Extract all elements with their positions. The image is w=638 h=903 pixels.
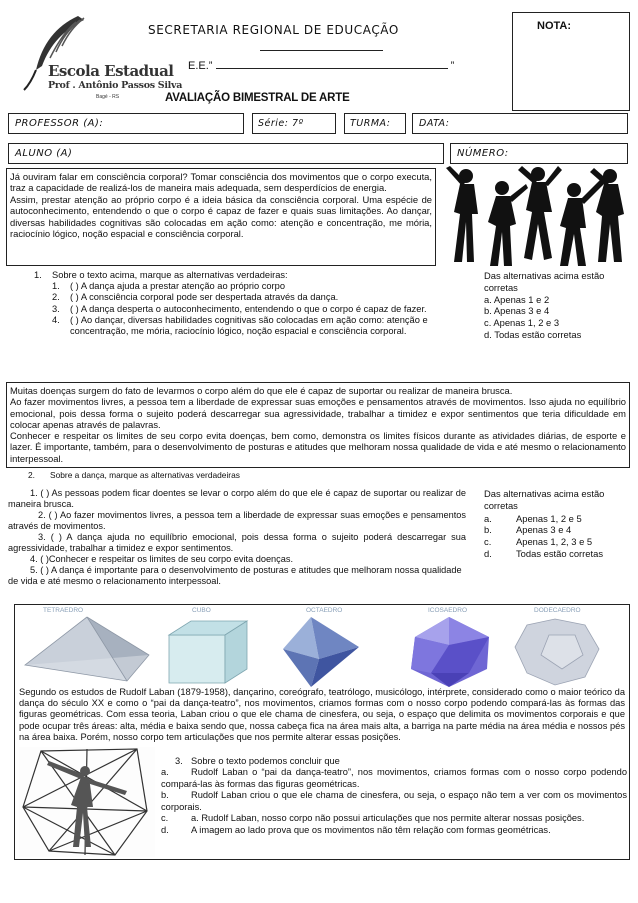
q3-option-c[interactable]: c. a. Rudolf Laban, nosso corpo não possui articulações que nos permite alterar nossas posições. xyxy=(161,813,585,824)
q2-option-a[interactable]: a. Apenas 1, 2 e 5 xyxy=(484,512,582,524)
q3-stem xyxy=(161,756,627,767)
q1-options-title: Das alternativas acima estão corretas xyxy=(484,270,605,293)
school-logo xyxy=(18,8,183,108)
q1-item[interactable]: 3. ( ) A dança desperta o autoconhecimento, entendendo o que o corpo é capaz de fazer. xyxy=(52,303,427,314)
q2-item[interactable]: 5. ( ) A dança é importante para o desenvolvimento de posturas e atitudes que melhoram nossa qualidade de vida e até mesmo o relacionamento interpessoal. xyxy=(8,565,462,587)
turma-field[interactable] xyxy=(344,113,406,134)
q3-stem-text: Sobre o texto podemos concluir que xyxy=(191,756,340,766)
grade-box[interactable] xyxy=(512,12,630,111)
q1-stem-text: Sobre o texto acima, marque as alternativas verdadeiras: xyxy=(52,270,288,280)
logo-line-1: Escola Estadual xyxy=(48,62,174,80)
professor-label: PROFESSOR (A): xyxy=(15,118,104,129)
data-field[interactable] xyxy=(412,113,628,134)
q2-option-c[interactable]: c. Apenas 1, 2, 3 e 5 xyxy=(484,536,593,547)
q3-option-d[interactable]: d. A imagem ao lado prova que os movimentos não têm relação com formas geométricas. xyxy=(161,824,551,835)
exam-title: AVALIAÇÃO BIMESTRAL DE ARTE xyxy=(165,92,350,104)
q2-stem xyxy=(28,470,240,480)
dancers-silhouette-image xyxy=(440,162,630,268)
solid-label-tetraedro: TETRAEDRO xyxy=(43,607,84,614)
q2-item[interactable]: 1. ( ) As pessoas podem ficar doentes se levar o corpo além do que ele é capaz de suportar ou realizar de maneira brusca. xyxy=(8,488,466,510)
serie-field[interactable] xyxy=(252,113,336,134)
q3-option-b[interactable]: b. Rudolf Laban criou o que ele chama de cinesfera, ou seja, o espaço não tem a ver com os movimentos corporais. xyxy=(161,790,627,812)
q2-option-b[interactable]: b. Apenas 3 e 4 xyxy=(484,524,572,536)
turma-label: TURMA: xyxy=(350,118,391,129)
q1-items xyxy=(34,281,474,337)
secretaria-title: SECRETARIA REGIONAL DE EDUCAÇÃO xyxy=(148,23,399,37)
q1-item[interactable]: 2. ( ) A consciência corporal pode ser despertada através da dança. xyxy=(52,292,339,303)
q3-number: 3. xyxy=(175,756,183,766)
q1-number: 1. xyxy=(34,270,42,280)
q2-item[interactable]: 2. ( ) Ao fazer movimentos livres, a pessoa tem a liberdade de expressar suas emoções e pensamentos através de movimentos. xyxy=(8,510,466,532)
q2-item[interactable]: 4. ( )Conhecer e respeitar os limites de seu corpo evita doenças. xyxy=(30,554,294,565)
aluno-label: ALUNO (A) xyxy=(15,148,73,159)
q2-item[interactable]: 3. ( ) A dança ajuda no equilíbrio emocional, pois dessa forma o sujeito poderá descarregar sua agressividade, trabalhar a timidez e expor sentimentos. xyxy=(8,532,466,554)
q1-item[interactable]: 4. ( ) Ao dançar, diversas habilidades cognitivas são colocadas em ação como: atenção e concentração, me mória, raciocínio lógico, noção espacial e consciência corporal. xyxy=(52,314,428,337)
laban-section xyxy=(14,604,630,860)
text-doencas xyxy=(6,382,630,468)
q2-stem-text: Sobre a dança, marque as alternativas verdadeiras xyxy=(50,470,240,480)
grade-label: NOTA: xyxy=(537,20,572,32)
solid-label-cubo: CUBO xyxy=(192,607,211,614)
q2-items xyxy=(8,488,466,587)
data-label: DATA: xyxy=(419,118,450,129)
numero-field[interactable] xyxy=(450,143,628,164)
q1-option-b[interactable]: b. Apenas 3 e 4 xyxy=(484,305,550,317)
q2-options xyxy=(484,488,630,560)
text1-p2: Assim, prestar atenção ao próprio corpo é a ideia básica da consciência corporal. Uma espécie de autoconhecimento, entendendo o que o corpo é capaz de fazer e quais suas limitações. Ao dançar, diversas habilidades cognitivas são colocadas em ação como: atenção e concentração, me mória, raciocínio lógico, noção espacial e consciência corporal. xyxy=(10,193,432,239)
octahedron-icon xyxy=(283,617,359,687)
logo-line-3: Bagé - RS xyxy=(96,94,120,100)
q1-item[interactable]: 1. ( ) A dança ajuda a prestar atenção ao próprio corpo xyxy=(52,281,285,292)
platonic-solids-image xyxy=(19,607,625,687)
solid-label-icosaedro: ICOSAEDRO xyxy=(428,607,468,614)
text2-p1: Muitas doenças surgem do fato de levarmos o corpo além do que ele é capaz de suportar ou realizar de maneira brusca. xyxy=(10,385,513,396)
serie-label: Série: 7º xyxy=(258,118,304,129)
school-prefix: E.E.” xyxy=(188,60,213,72)
q1-stem xyxy=(34,270,474,281)
question-1 xyxy=(34,270,474,337)
quill-logo-icon xyxy=(18,8,148,108)
solid-label-octaedro: OCTAEDRO xyxy=(306,607,343,614)
text1-p1: Já ouviram falar em consciência corporal? Tomar consciência dos movimentos que o corpo executa, traz a capacidade de realizá-los de maneira mais adequada, sem desperdícios de energia. xyxy=(10,171,432,194)
dodecahedron-icon xyxy=(515,619,599,685)
q2-option-d[interactable]: d. Todas estão corretas xyxy=(484,547,604,559)
logo-line-2: Prof . Antônio Passos Silva xyxy=(48,80,183,91)
q3-option-a[interactable]: a. Rudolf Laban o “pai da dança-teatro”, nos movimentos, criamos formas com o nosso corpo podendo compará-las às formas das figuras geométricas. xyxy=(161,767,627,789)
q1-options xyxy=(484,270,630,341)
icosahedron-icon xyxy=(411,617,489,687)
secretaria-blank-line xyxy=(260,50,383,51)
text2-p2: Ao fazer movimentos livres, a pessoa tem a liberdade de expressar suas emoções e pensamentos através de movimentos. Isso ajuda no equilíbrio emocional, pois dessa forma o sujeito poderá descarregar sua agressividade, trabalhar a timidez e expor sentimentos que teria dificuldade em colocar apenas através de palavras. xyxy=(10,396,626,430)
q2-options-title: Das alternativas acima estão corretas xyxy=(484,488,605,511)
q1-option-a[interactable]: a. Apenas 1 e 2 xyxy=(484,293,550,305)
laban-text: Segundo os estudos de Rudolf Laban (1879-1958), dançarino, coreógrafo, teatrólogo, musicólogo, intérprete, considerado como o maior teórico da dança do século XX e como o “pai da dança-teatro”, nos movimentos, criamos formas com o nosso corpo podendo compará-las às formas das figuras geométricas. Com essa teoria, Laban criou o que ele chama de cinesfera, ou seja, o espaço que delimita os movimentos corporais e que pode ocupar três áreas: alta, média e baixa sendo que, nossa cabeça fica na área mais alta, a barriga na parte média na área média e nossos pés na área baixa. Porém, nosso corpo tem articulações que nos permite alterar essas posições. xyxy=(19,687,625,742)
q1-option-c[interactable]: c. Apenas 1, 2 e 3 xyxy=(484,317,560,328)
professor-field[interactable] xyxy=(8,113,244,134)
question-3 xyxy=(161,756,627,836)
school-name-line xyxy=(188,60,454,73)
school-suffix: ” xyxy=(450,60,455,72)
text-consciencia-corporal xyxy=(6,168,436,266)
aluno-field[interactable] xyxy=(8,143,444,164)
solid-label-dodecaedro: DODECAEDRO xyxy=(534,607,581,614)
cube-icon xyxy=(169,621,247,683)
text2-p3: Conhecer e respeitar os limites de seu corpo evita doenças, bem como, demonstra os limites físicos durante as atividades diárias, de esporte e lazer. É importante, também, para o desenvolvimento de posturas e atitudes que melhoram nossa qualidade de vida e até mesmo o relacionamento interpessoal. xyxy=(10,430,626,464)
tetrahedron-icon xyxy=(25,617,149,681)
school-name-field[interactable] xyxy=(216,60,448,69)
q2-number: 2. xyxy=(28,470,35,480)
kinesphere-dancer-image xyxy=(19,747,155,857)
numero-label: NÚMERO: xyxy=(457,148,509,159)
q1-option-d[interactable]: d. Todas estão corretas xyxy=(484,328,582,340)
